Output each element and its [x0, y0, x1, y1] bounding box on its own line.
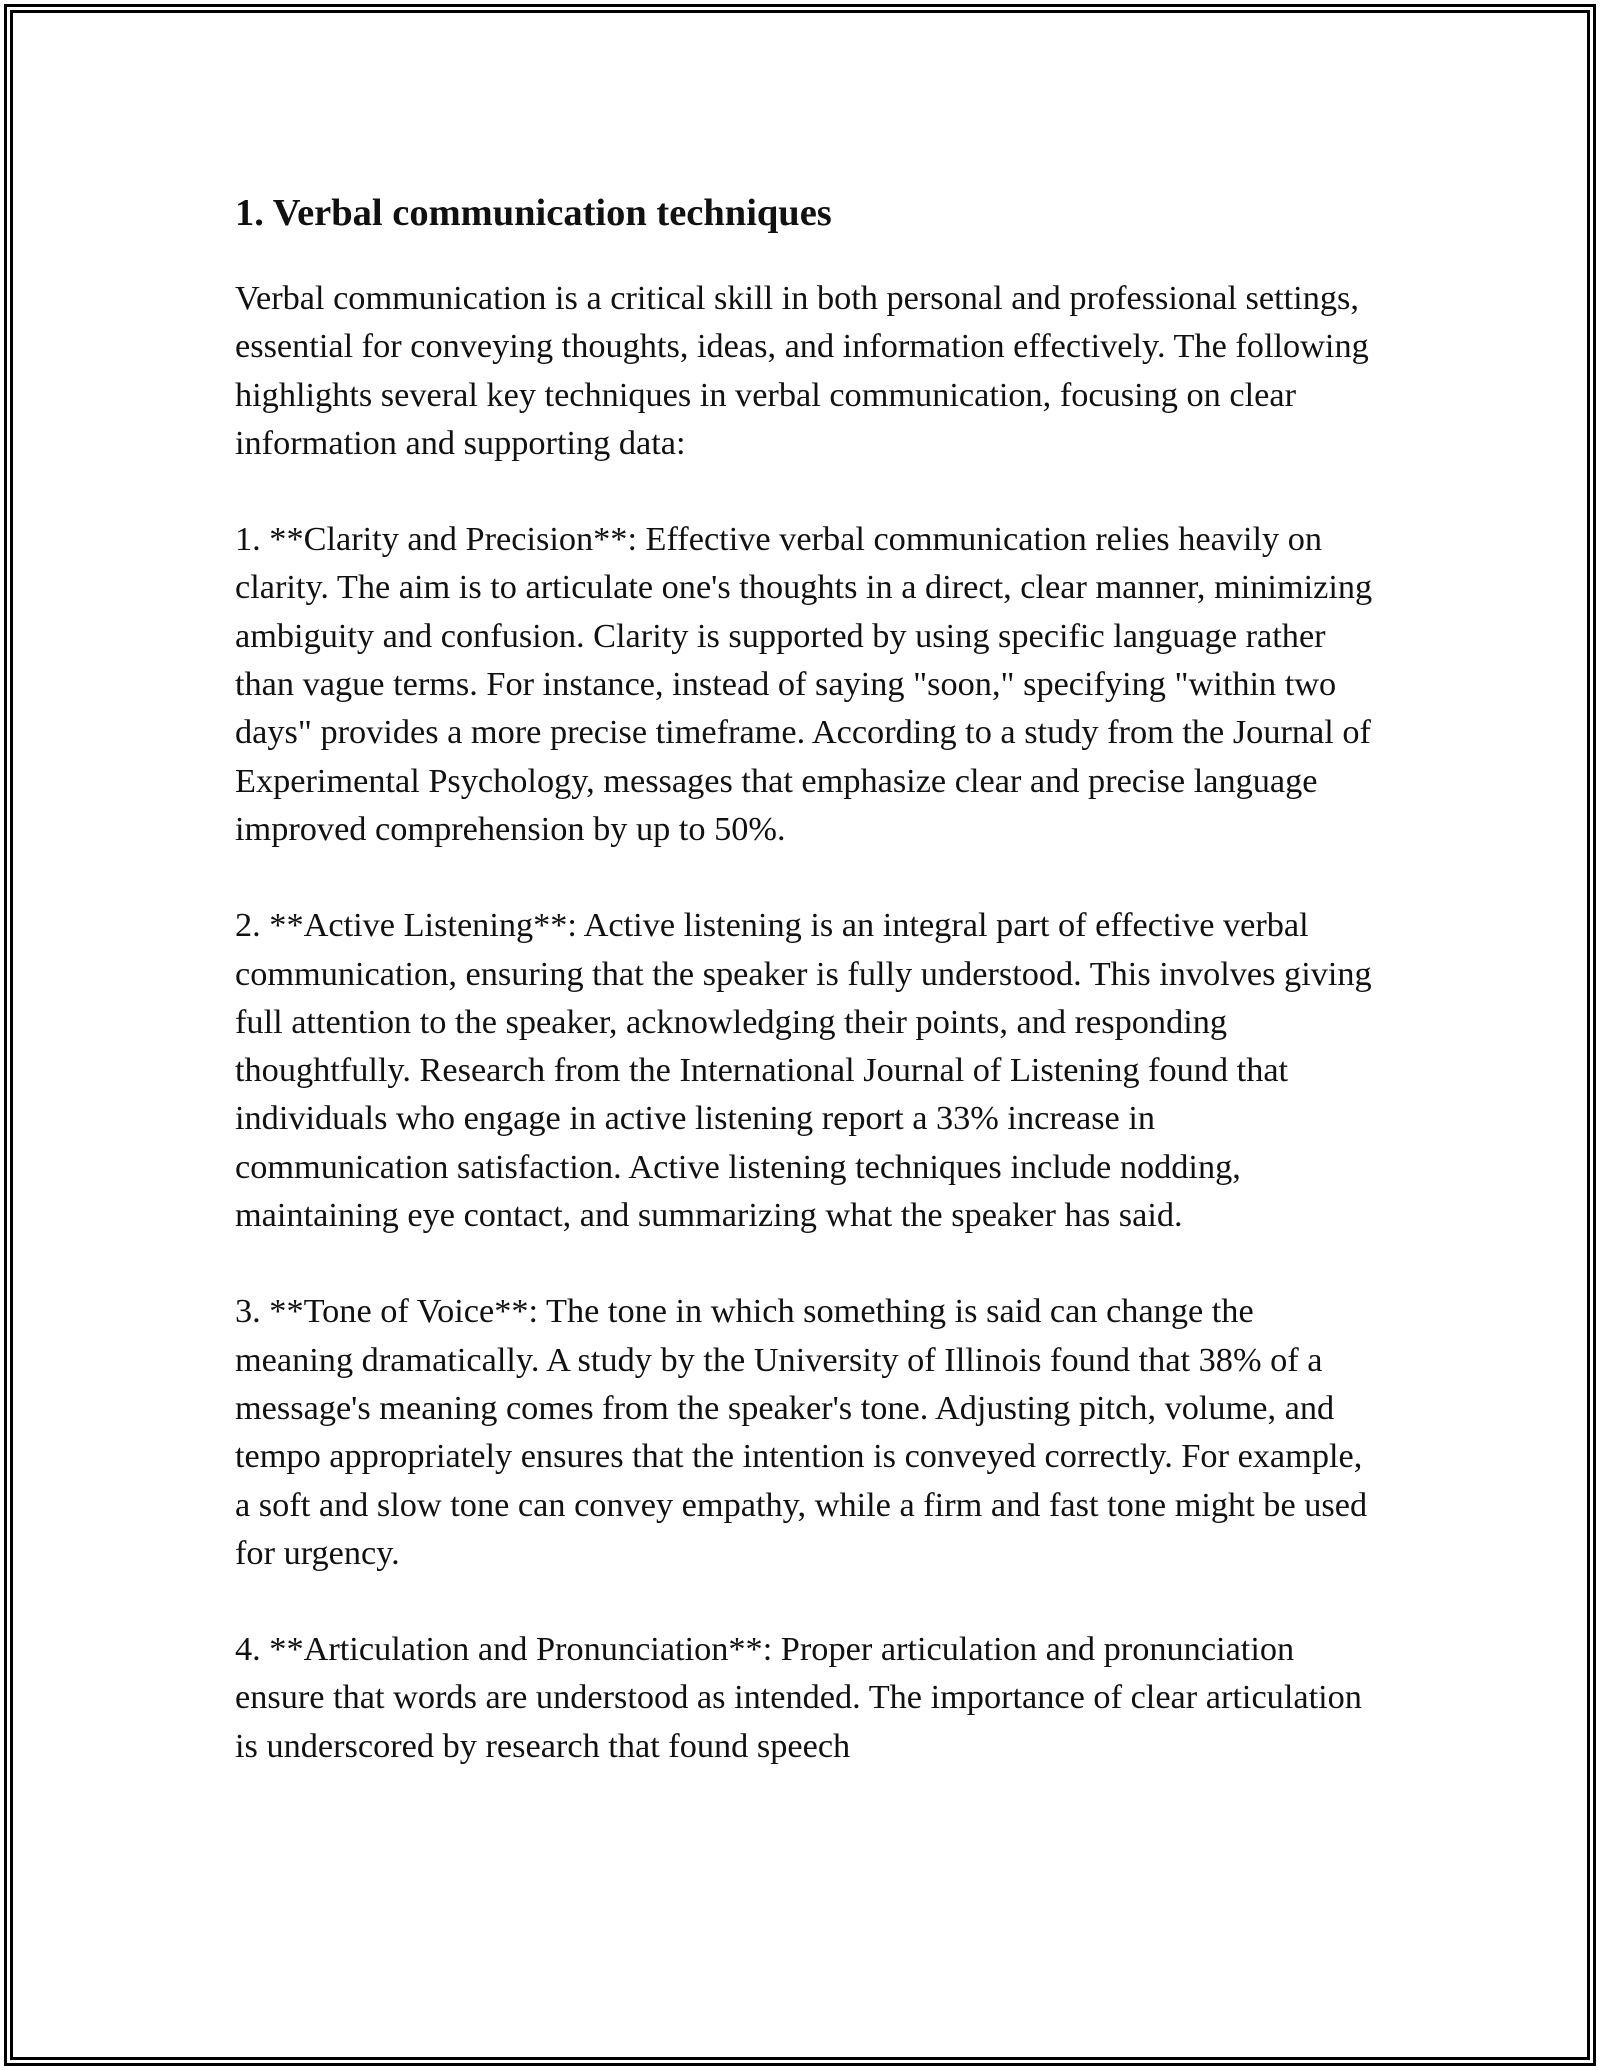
document-body [235, 186, 1375, 1818]
tone-of-voice-paragraph: 3. **Tone of Voice**: The tone in which something is said can change the meaning dramatically. A study by the University of Illinois found that 38% of a message's meaning comes from the speaker's tone. Adjusting pitch, volume, and tempo appropriately ensures that the intention is conveyed correctly. For example, a soft and slow tone can convey empathy, while a firm and fast tone might be used for urgency. [235, 1292, 1368, 1572]
section-heading: 1. Verbal communication techniques [235, 192, 832, 234]
intro-paragraph: Verbal communication is a critical skill in both personal and professional settings, essential for conveying thoughts, ideas, and information effectively. The following highlights several key techniques in verbal communication, focusing on clear information and supporting data: [235, 279, 1369, 462]
articulation-paragraph: 4. **Articulation and Pronunciation**: Proper articulation and pronunciation ensure that words are understood as intended. The importance of clear articulation is underscored by research that found speech [235, 1630, 1362, 1765]
clarity-paragraph: 1. **Clarity and Precision**: Effective verbal communication relies heavily on clarity. The aim is to articulate one's thoughts in a direct, clear manner, minimizing ambiguity and confusion. Clarity is supported by using specific language rather than vague terms. For instance, instead of saying "soon," specifying "within two days" provides a more precise timeframe. According to a study from the Journal of Experimental Psychology, messages that emphasize clear and precise language improved comprehension by up to 50%. [235, 520, 1373, 848]
active-listening-paragraph: 2. **Active Listening**: Active listening is an integral part of effective verbal communication, ensuring that the speaker is fully understood. This involves giving full attention to the speaker, acknowledging their points, and responding thoughtfully. Research from the International Journal of Listening found that individuals who engage in active listening report a 33% increase in communication satisfaction. Active listening techniques include nodding, maintaining eye contact, and summarizing what the speaker has said. [235, 906, 1372, 1235]
